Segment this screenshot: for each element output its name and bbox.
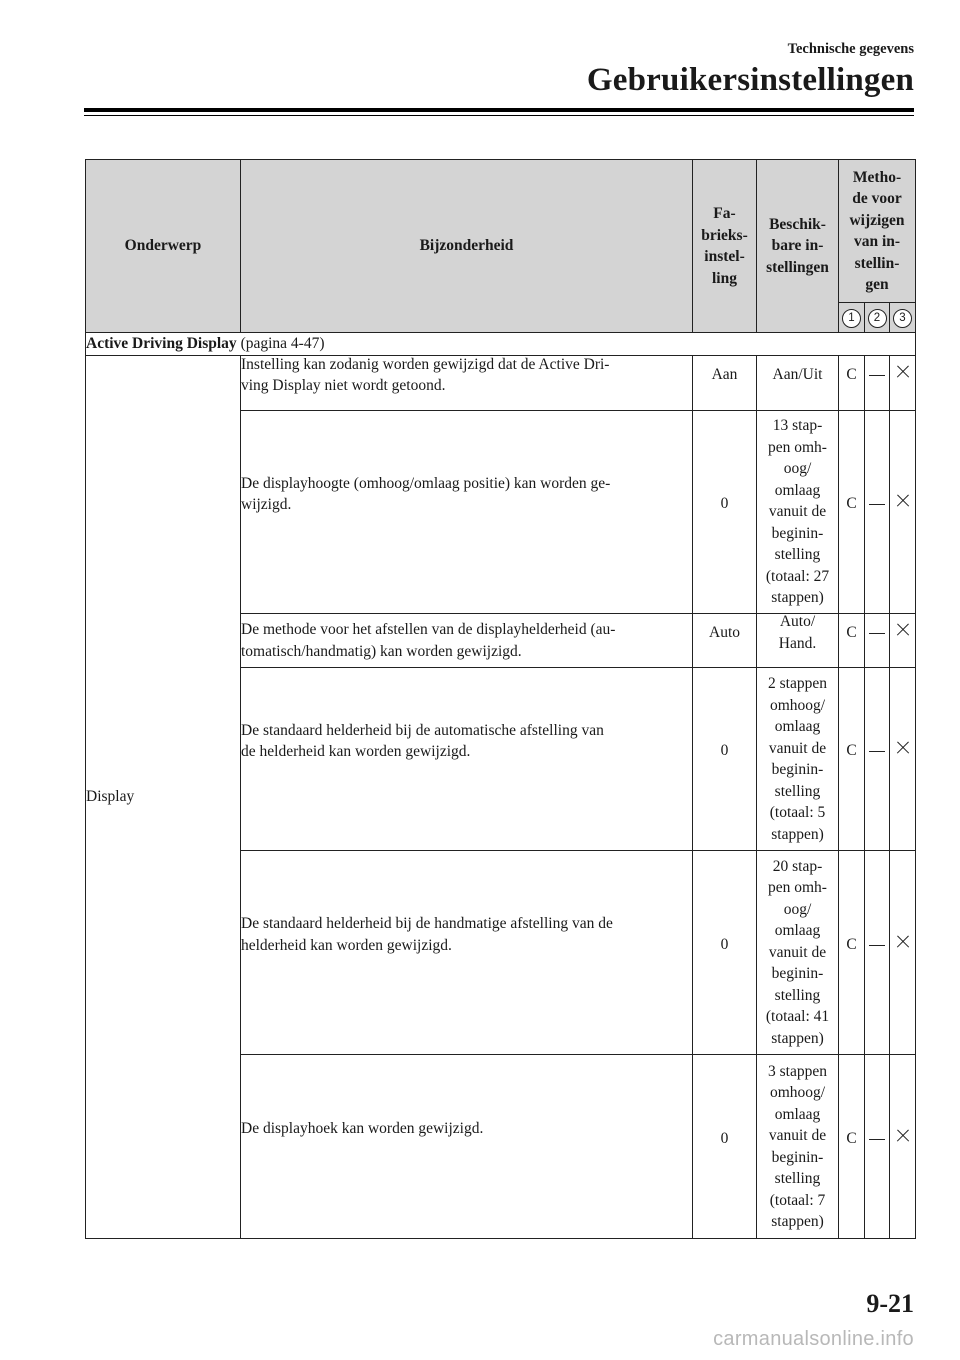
bijzonderheid-cell: De standaard helderheid bij de automatische afstelling van de helderheid kan worden gewijzigd. bbox=[241, 668, 693, 851]
method-1-value: C bbox=[839, 851, 865, 1055]
dash-icon bbox=[869, 751, 885, 752]
cross-icon bbox=[896, 494, 910, 508]
fabrieksinstelling-cell: 0 bbox=[693, 851, 757, 1055]
method-2-icon: 2 bbox=[865, 303, 890, 333]
method-3-value bbox=[890, 851, 916, 1055]
method-1-value: C bbox=[839, 614, 865, 668]
method-2-value bbox=[865, 614, 890, 668]
method-3-value bbox=[890, 668, 916, 851]
fabrieksinstelling-cell: 0 bbox=[693, 668, 757, 851]
table-row bbox=[86, 356, 916, 411]
method-3-value bbox=[890, 356, 916, 411]
page-header bbox=[587, 40, 914, 99]
dash-icon bbox=[869, 1139, 885, 1140]
method-1-value: C bbox=[839, 668, 865, 851]
header-rule-thin bbox=[84, 115, 914, 116]
section-heading bbox=[86, 333, 916, 356]
watermark: carmanualsonline.info bbox=[713, 1328, 914, 1350]
section-name: Technische gegevens bbox=[787, 41, 914, 57]
page-title: Gebruikersinstellingen bbox=[586, 62, 914, 98]
beschikbare-cell: Auto/ Hand. bbox=[757, 614, 839, 668]
beschikbare-cell: 2 stappen omhoog/ omlaag vanuit de beginin- stelling (totaal: 5 stappen) bbox=[757, 668, 839, 851]
method-1-icon: 1 bbox=[839, 303, 865, 333]
bijzonderheid-cell: De standaard helderheid bij de handmatige afstelling van de helderheid kan worden gewijzigd. bbox=[241, 851, 693, 1055]
header-methode: Metho- de voor wijzigen van in- stellin- gen bbox=[839, 160, 916, 303]
bijzonderheid-cell: Instelling kan zodanig worden gewijzigd dat de Active Dri- ving Display niet wordt getoond. bbox=[241, 356, 693, 411]
method-2-value bbox=[865, 356, 890, 411]
beschikbare-cell: 13 stap- pen omh- oog/ omlaag vanuit de beginin- stelling (totaal: 27 stappen) bbox=[757, 411, 839, 614]
method-1-value: C bbox=[839, 411, 865, 614]
cross-icon bbox=[896, 1129, 910, 1143]
bijzonderheid-cell: De methode voor het afstellen van de displayhelderheid (au- tomatisch/handmatig) kan worden gewijzigd. bbox=[241, 614, 693, 668]
onderwerp-cell: Display bbox=[86, 356, 241, 1239]
header-onderwerp: Onderwerp bbox=[86, 160, 241, 333]
bijzonderheid-cell: De displayhoogte (omhoog/omlaag positie) kan worden ge- wijzigd. bbox=[241, 411, 693, 614]
method-3-value bbox=[890, 1055, 916, 1239]
header-rule bbox=[84, 108, 914, 112]
beschikbare-cell: Aan/Uit bbox=[757, 356, 839, 411]
cross-icon bbox=[896, 935, 910, 949]
cross-icon bbox=[896, 365, 910, 379]
method-2-value bbox=[865, 668, 890, 851]
method-2-value bbox=[865, 1055, 890, 1239]
cross-icon bbox=[896, 741, 910, 755]
method-1-value: C bbox=[839, 356, 865, 411]
method-2-value bbox=[865, 411, 890, 614]
fabrieksinstelling-cell: 0 bbox=[693, 411, 757, 614]
method-3-value bbox=[890, 614, 916, 668]
fabrieksinstelling-cell: Aan bbox=[693, 356, 757, 411]
dash-icon bbox=[869, 504, 885, 505]
dash-icon bbox=[869, 375, 885, 376]
method-2-value bbox=[865, 851, 890, 1055]
section-page-ref: (pagina 4-47) bbox=[236, 335, 325, 353]
page-number: 9-21 bbox=[866, 1289, 914, 1318]
method-1-value: C bbox=[839, 1055, 865, 1239]
method-3-icon: 3 bbox=[890, 303, 916, 333]
settings-table bbox=[85, 159, 916, 1239]
method-3-value bbox=[890, 411, 916, 614]
dash-icon bbox=[869, 633, 885, 634]
dash-icon bbox=[869, 945, 885, 946]
beschikbare-cell: 20 stap- pen omh- oog/ omlaag vanuit de beginin- stelling (totaal: 41 stappen) bbox=[757, 851, 839, 1055]
header-fabrieksinstelling: Fa- brieks- instel- ling bbox=[693, 160, 757, 333]
fabrieksinstelling-cell: Auto bbox=[693, 614, 757, 668]
header-bijzonderheid: Bijzonderheid bbox=[241, 160, 693, 333]
cross-icon bbox=[896, 623, 910, 637]
section-title: Active Driving Display bbox=[86, 335, 237, 353]
beschikbare-cell: 3 stappen omhoog/ omlaag vanuit de beginin- stelling (totaal: 7 stappen) bbox=[757, 1055, 839, 1239]
header-beschikbare-instellingen: Beschik- bare in- stellingen bbox=[757, 160, 839, 333]
bijzonderheid-cell: De displayhoek kan worden gewijzigd. bbox=[241, 1055, 693, 1239]
fabrieksinstelling-cell: 0 bbox=[693, 1055, 757, 1239]
